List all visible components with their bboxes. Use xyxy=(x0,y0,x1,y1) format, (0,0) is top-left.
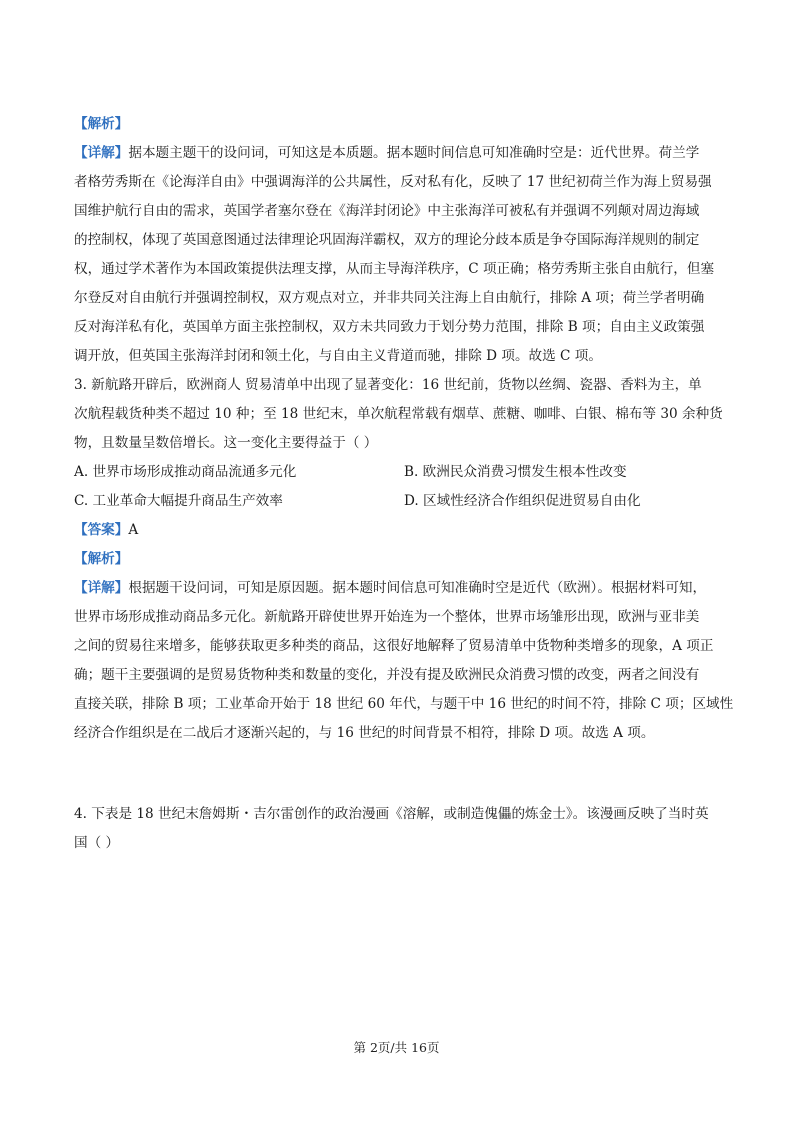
detail-text: 据本题主题干的设问词，可知这是本质题。据本题时间信息可知准确时空是：近代世界。荷兰学 xyxy=(128,145,700,161)
answer-heading: 【答案】 xyxy=(74,522,129,538)
question-4 xyxy=(74,800,764,858)
detail-line: 确；题干主要强调的是贸易货物种类和数量的变化，并没有提及欧洲民众消费习惯的改变，两者之间没有 xyxy=(74,667,700,683)
detail-line: 的控制权，体现了英国意图通过法律理论巩固海洋霸权，双方的理论分歧本质是争夺国际海洋规则的制定 xyxy=(74,232,700,248)
detail-heading: 【详解】 xyxy=(74,145,129,161)
detail-line: 调开放，但英国主张海洋封闭和领土化，与自由主义背道而驰，排除 D 项。故选 C 项。 xyxy=(74,348,602,364)
detail-line xyxy=(74,574,764,603)
detail-line: 直接关联，排除 B 项；工业革命开始于 18 世纪 60 年代，与题干中 16 世纪的时间不符，排除 C 项；区域性 xyxy=(74,696,734,712)
option-c: C. 工业革命大幅提升商品生产效率 xyxy=(74,493,283,509)
question-line: 物，且数量呈数倍增长。这一变化主要得益于（ ） xyxy=(74,435,378,451)
answer-value: A xyxy=(128,522,139,538)
question-line: 次航程载货种类不超过 10 种；至 18 世纪末，单次航程常载有烟草、蔗糖、咖啡、白银、棉布等 30 余种货 xyxy=(74,406,723,422)
detail-line: 者格劳秀斯在《论海洋自由》中强调海洋的公共属性，反对私有化，反映了 17 世纪初荷兰作为海上贸易强 xyxy=(74,174,712,190)
question-line: 4. 下表是 18 世纪末詹姆斯・吉尔雷创作的政治漫画《溶解，或制造傀儡的炼金士》。该漫画反映了当时英 xyxy=(74,806,709,822)
detail-line: 国维护航行自由的需求，英国学者塞尔登在《海洋封闭论》中主张海洋可被私有并强调不列颠对周边海域 xyxy=(74,203,700,219)
page-number-footer: 第 2页/共 16页 xyxy=(353,1040,440,1055)
detail-line: 权，通过学术著作为本国政策提供法理支撑，从而主导海洋秩序，C 项正确；格劳秀斯主张自由航行，但塞 xyxy=(74,261,715,277)
question-line: 3. 新航路开辟后，欧洲商人 贸易清单中出现了显著变化：16 世纪前，货物以丝绸、瓷器、香料为主，单 xyxy=(74,377,702,393)
options-row-1 xyxy=(74,458,764,487)
detail-line: 世界市场形成推动商品多元化。新航路开辟使世界开始连为一个整体，世界市场雏形出现，欧洲与亚非美 xyxy=(74,609,700,625)
detail-line: 之间的贸易往来增多，能够获取更多种类的商品，这很好地解释了贸易清单中货物种类增多的现象，A 项正 xyxy=(74,638,714,654)
option-a: A. 世界市场形成推动商品流通多元化 xyxy=(74,464,297,480)
detail-line: 尔登反对自由航行并强调控制权，双方观点对立，并非共同关注海上自由航行，排除 A 项；荷兰学者明确 xyxy=(74,290,705,306)
detail-line: 反对海洋私有化，英国单方面主张控制权，双方未共同致力于划分势力范围，排除 B 项；自由主义政策强 xyxy=(74,319,705,335)
analysis-heading: 【解析】 xyxy=(74,551,129,567)
question-3 xyxy=(74,371,764,748)
answer-line xyxy=(74,516,764,545)
detail-heading: 【详解】 xyxy=(74,580,129,596)
detail-text: 根据题干设问词，可知是原因题。据本题时间信息可知准确时空是近代（欧洲）。根据材料可知， xyxy=(128,580,707,596)
detail-line xyxy=(74,139,764,168)
q2-analysis-section xyxy=(74,110,764,371)
detail-line: 经济合作组织是在二战后才逐渐兴起的，与 16 世纪的时间背景不相符，排除 D 项。故选 A 项。 xyxy=(74,725,655,741)
question-line: 国（ ） xyxy=(74,835,120,851)
option-d: D. 区域性经济合作组织促进贸易自由化 xyxy=(404,493,641,509)
option-b: B. 欧洲民众消费习惯发生根本性改变 xyxy=(404,464,627,480)
options-row-2 xyxy=(74,487,764,516)
analysis-heading: 【解析】 xyxy=(74,116,129,132)
